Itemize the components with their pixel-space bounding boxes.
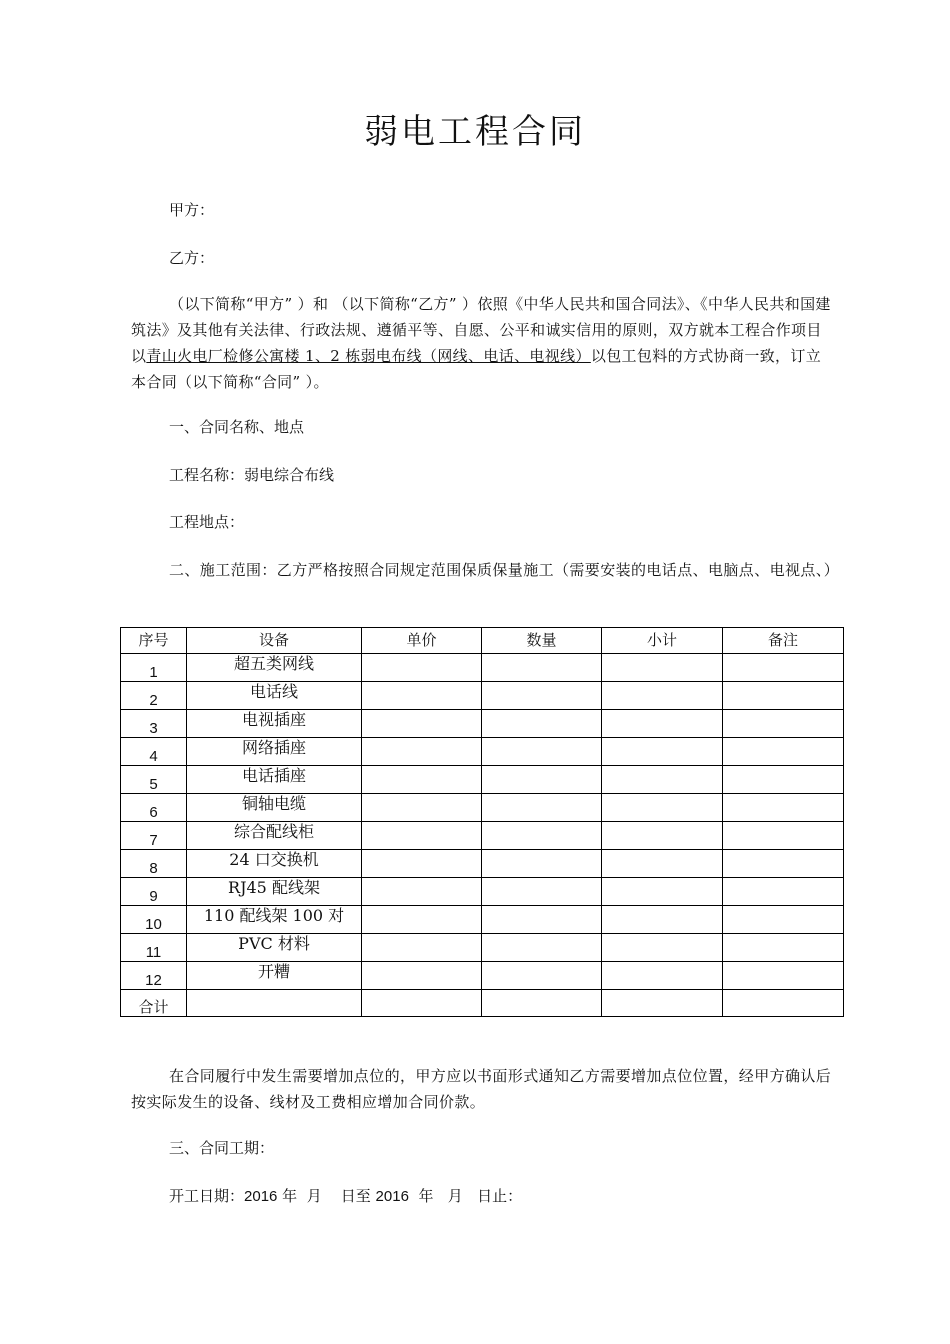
row-device: 超五类网线 bbox=[187, 654, 362, 682]
cell-subtotal bbox=[602, 822, 723, 850]
party-b-label: 乙方： bbox=[169, 249, 215, 267]
table-total-row bbox=[121, 990, 844, 1017]
row-no: 2 bbox=[121, 682, 187, 710]
row-no: 1 bbox=[121, 654, 187, 682]
cell-quantity bbox=[482, 878, 602, 906]
cell-unit-price bbox=[362, 682, 482, 710]
row-device: 综合配线柜 bbox=[187, 822, 362, 850]
cell-subtotal bbox=[602, 710, 723, 738]
cell-unit-price bbox=[362, 878, 482, 906]
row-device: 电话插座 bbox=[187, 766, 362, 794]
cell-quantity bbox=[482, 654, 602, 682]
additional-points-paragraph: 在合同履行中发生需要增加点位的，甲方应以书面形式通知乙方需要增加点位位置，经甲方确认后按实际发生的设备、线材及工费相应增加合同价款。 bbox=[131, 1067, 832, 1111]
cell-subtotal bbox=[602, 962, 723, 990]
row-device: 电视插座 bbox=[187, 710, 362, 738]
row-no: 9 bbox=[121, 878, 187, 906]
cell-subtotal bbox=[602, 794, 723, 822]
cell-quantity bbox=[482, 962, 602, 990]
cell-subtotal bbox=[602, 934, 723, 962]
header-subtotal: 小计 bbox=[602, 628, 723, 654]
project-location-line bbox=[131, 509, 835, 535]
table-row bbox=[121, 654, 844, 682]
cell-remarks bbox=[723, 878, 844, 906]
project-location-field: 工程地点： bbox=[169, 513, 245, 531]
row-no: 6 bbox=[121, 794, 187, 822]
cell-unit-price bbox=[362, 738, 482, 766]
construction-period-line bbox=[131, 1183, 835, 1210]
row-no: 4 bbox=[121, 738, 187, 766]
cell-remarks bbox=[723, 682, 844, 710]
table-row bbox=[121, 710, 844, 738]
project-name: 青山火电厂检修公寓楼 1、2 栋弱电布线（网线、电话、电视线） bbox=[146, 347, 591, 365]
row-device: 铜轴电缆 bbox=[187, 794, 362, 822]
total-subtotal bbox=[602, 990, 723, 1017]
table-row bbox=[121, 794, 844, 822]
table-row bbox=[121, 822, 844, 850]
cell-remarks bbox=[723, 766, 844, 794]
party-a-line bbox=[131, 197, 835, 223]
cell-unit-price bbox=[362, 934, 482, 962]
row-device: 开糟 bbox=[187, 962, 362, 990]
start-year: 2016 bbox=[244, 1188, 278, 1205]
header-no: 序号 bbox=[121, 628, 187, 654]
project-name-line bbox=[131, 462, 835, 488]
cell-quantity bbox=[482, 850, 602, 878]
cell-subtotal bbox=[602, 682, 723, 710]
end-year: 2016 bbox=[375, 1188, 409, 1205]
cell-subtotal bbox=[602, 738, 723, 766]
row-no: 3 bbox=[121, 710, 187, 738]
section-3-heading: 三、合同工期： bbox=[169, 1139, 275, 1157]
row-no: 12 bbox=[121, 962, 187, 990]
intro-text-after: 以包工包料的方式协商一致，订立本合同（以下简称“合同” ）。 bbox=[131, 347, 822, 391]
header-quantity: 数量 bbox=[482, 628, 602, 654]
cell-quantity bbox=[482, 906, 602, 934]
table-row bbox=[121, 682, 844, 710]
cell-quantity bbox=[482, 738, 602, 766]
row-no: 5 bbox=[121, 766, 187, 794]
cell-remarks bbox=[723, 850, 844, 878]
cell-subtotal bbox=[602, 906, 723, 934]
table-row bbox=[121, 962, 844, 990]
cell-quantity bbox=[482, 682, 602, 710]
intro-text-before: （以下简称“甲方” ）和 （以下简称“乙方” ）依照《中华人民共和国合同法》、《中华人民共和国建筑法》及其他有关法律、行政法规、遵循平等、自愿、公平和诚实信用的原则，双方就本工程合作项目以 bbox=[131, 295, 831, 365]
cell-quantity bbox=[482, 822, 602, 850]
table-row bbox=[121, 934, 844, 962]
total-label: 合计 bbox=[121, 990, 187, 1017]
equipment-table bbox=[120, 627, 844, 1017]
cell-quantity bbox=[482, 766, 602, 794]
section-2-heading: 二、施工范围：乙方严格按照合同规定范围保质保量施工（需要安装的电话点、电脑点、电视点、） bbox=[169, 561, 840, 579]
cell-remarks bbox=[723, 654, 844, 682]
cell-remarks bbox=[723, 738, 844, 766]
cell-unit-price bbox=[362, 906, 482, 934]
party-a-label: 甲方： bbox=[169, 201, 215, 219]
header-remarks: 备注 bbox=[723, 628, 844, 654]
cell-remarks bbox=[723, 710, 844, 738]
cell-unit-price bbox=[362, 710, 482, 738]
period-middle: 年 月 日至 bbox=[277, 1187, 376, 1205]
cell-remarks bbox=[723, 794, 844, 822]
section-3-heading-line bbox=[131, 1135, 835, 1161]
row-device: 110 配线架 100 对 bbox=[187, 906, 362, 934]
row-device: 24 口交换机 bbox=[187, 850, 362, 878]
cell-unit-price bbox=[362, 822, 482, 850]
row-device: RJ45 配线架 bbox=[187, 878, 362, 906]
cell-remarks bbox=[723, 934, 844, 962]
cell-subtotal bbox=[602, 850, 723, 878]
cell-quantity bbox=[482, 934, 602, 962]
cell-unit-price bbox=[362, 794, 482, 822]
total-unit-price bbox=[362, 990, 482, 1017]
cell-unit-price bbox=[362, 962, 482, 990]
period-end: 年 月 日止： bbox=[408, 1187, 523, 1205]
row-device: 网络插座 bbox=[187, 738, 362, 766]
row-no: 10 bbox=[121, 906, 187, 934]
section-1-heading: 一、合同名称、地点 bbox=[169, 418, 305, 436]
header-unit-price: 单价 bbox=[362, 628, 482, 654]
party-b-line bbox=[131, 245, 835, 271]
cell-quantity bbox=[482, 794, 602, 822]
header-device: 设备 bbox=[187, 628, 362, 654]
total-device bbox=[187, 990, 362, 1017]
table-header-row bbox=[121, 628, 844, 654]
cell-subtotal bbox=[602, 766, 723, 794]
cell-unit-price bbox=[362, 766, 482, 794]
row-no: 11 bbox=[121, 934, 187, 962]
cell-quantity bbox=[482, 710, 602, 738]
table-row bbox=[121, 738, 844, 766]
row-device: PVC 材料 bbox=[187, 934, 362, 962]
row-no: 8 bbox=[121, 850, 187, 878]
total-quantity bbox=[482, 990, 602, 1017]
row-no: 7 bbox=[121, 822, 187, 850]
cell-unit-price bbox=[362, 654, 482, 682]
document-title: 弱电工程合同 bbox=[364, 112, 586, 152]
intro-paragraph bbox=[131, 291, 835, 395]
cell-subtotal bbox=[602, 878, 723, 906]
section-1-heading-line bbox=[131, 414, 835, 440]
start-date-label: 开工日期： bbox=[169, 1187, 245, 1205]
cell-unit-price bbox=[362, 850, 482, 878]
table-row bbox=[121, 766, 844, 794]
table-row bbox=[121, 850, 844, 878]
cell-remarks bbox=[723, 822, 844, 850]
cell-remarks bbox=[723, 962, 844, 990]
row-device: 电话线 bbox=[187, 682, 362, 710]
table-row bbox=[121, 906, 844, 934]
project-name-field: 工程名称：弱电综合布线 bbox=[169, 466, 335, 484]
cell-subtotal bbox=[602, 654, 723, 682]
table-row bbox=[121, 878, 844, 906]
cell-remarks bbox=[723, 906, 844, 934]
total-remarks bbox=[723, 990, 844, 1017]
